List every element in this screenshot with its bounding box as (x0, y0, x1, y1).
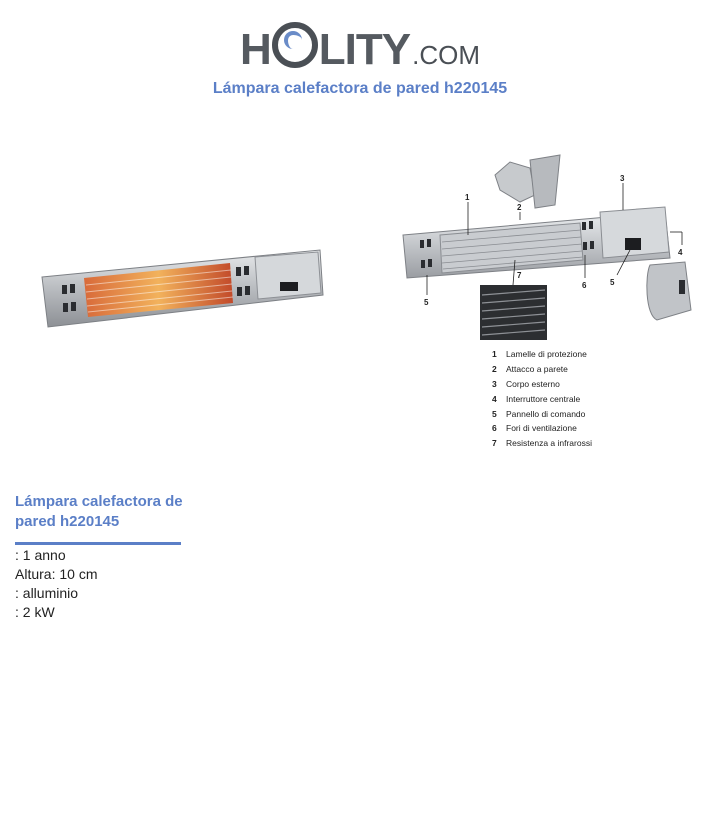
logo-text-h: H (240, 25, 271, 74)
callout-6: 6 (582, 281, 587, 290)
callout-2: 2 (517, 203, 522, 212)
spec-material: : alluminio (15, 585, 79, 601)
legend-item: 4 Interruttore centrale (492, 393, 581, 404)
legend-item: 1 Lamelle di protezione (492, 349, 587, 360)
logo-text-com: .COM (412, 40, 480, 70)
page-title: Lámpara calefactora de pared h220145 (212, 80, 508, 97)
product-specs (15, 546, 97, 622)
legend-item: 5 Pannello di comando (492, 408, 586, 419)
product-title: Lámpara calefactora de pared h220145 (15, 493, 183, 530)
site-logo[interactable] (0, 18, 720, 74)
legend-item: 3 Corpo esterno (492, 378, 560, 389)
callout-1: 1 (465, 193, 470, 202)
callout-5-right: 5 (610, 278, 615, 287)
callout-7: 7 (517, 271, 522, 280)
callout-5-left: 5 (424, 298, 429, 307)
logo-o-icon (272, 22, 318, 68)
callout-4: 4 (678, 248, 683, 257)
logo-text-lity: LITY (318, 25, 411, 74)
legend-item: 7 Resistenza a infrarossi (492, 438, 592, 449)
legend-item: 6 Fori di ventilazione (492, 423, 577, 434)
parts-legend (492, 347, 592, 451)
spec-height: Altura: 10 cm (15, 566, 98, 582)
heater-product-image (40, 245, 325, 330)
spec-warranty: : 1 anno (15, 547, 66, 563)
legend-item: 2 Attacco a parete (492, 364, 568, 375)
spec-power: : 2 kW (15, 604, 55, 620)
title-divider (15, 542, 181, 545)
callout-3: 3 (620, 174, 625, 183)
